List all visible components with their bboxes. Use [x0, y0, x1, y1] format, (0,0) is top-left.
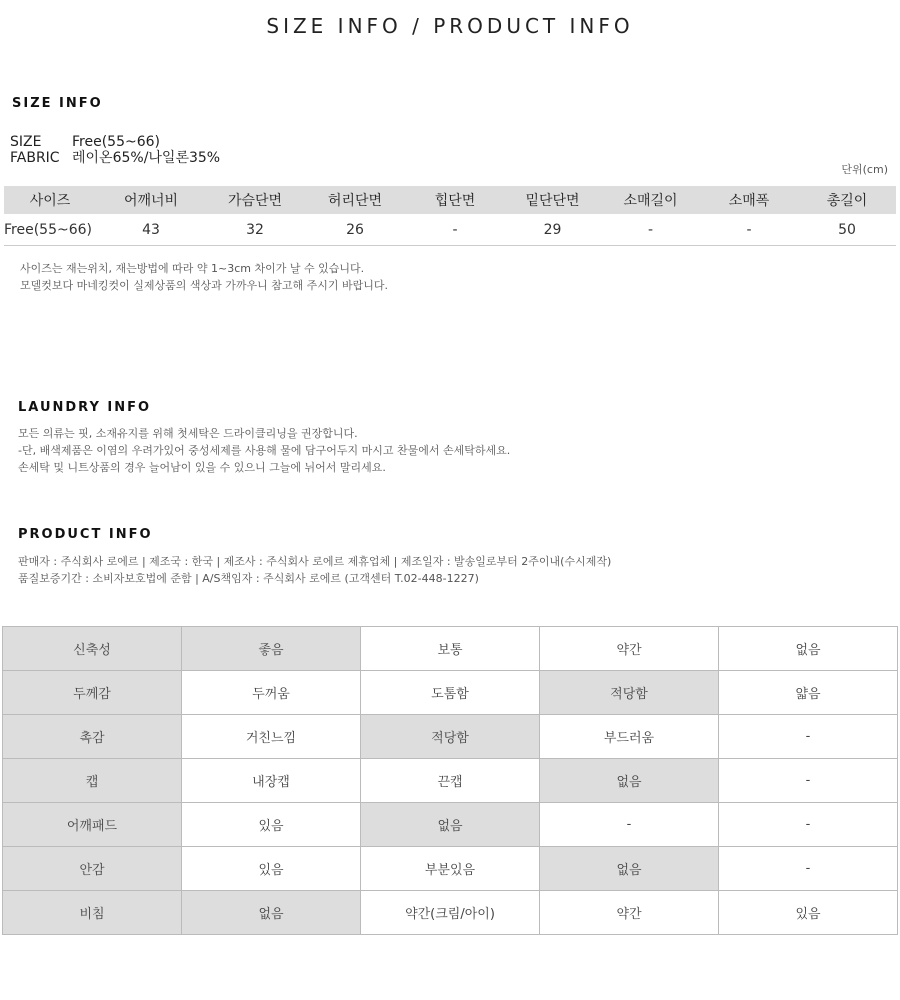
table-cell: Free(55~66) [4, 214, 96, 246]
product-line: 판매자 : 주식회사 로에르 | 제조국 : 한국 | 제조사 : 주식회사 로에르 제휴업체 | 제조일자 : 발송일로부터 2주이내(수시제작) [18, 555, 612, 568]
attribute-option-selected: 적당함 [540, 671, 719, 715]
laundry-line: 모든 의류는 핏, 소재유지를 위해 첫세탁은 드라이클리닝을 권장합니다. [18, 427, 358, 440]
attribute-option-selected: 좋음 [182, 627, 361, 671]
size-notes [20, 260, 388, 294]
attribute-option: 약간 [540, 627, 719, 671]
attribute-name: 촉감 [3, 715, 182, 759]
attribute-option: - [540, 803, 719, 847]
attribute-option-selected: 적당함 [361, 715, 540, 759]
table-cell: - [601, 214, 700, 246]
size-table-header-row [4, 186, 896, 214]
table-cell: 26 [304, 214, 406, 246]
note-line: 사이즈는 재는위치, 재는방법에 따라 약 1~3cm 차이가 날 수 있습니다. [20, 262, 365, 275]
attribute-option: 부드러움 [540, 715, 719, 759]
attribute-row [3, 847, 898, 891]
table-header-cell: 어깨너비 [96, 186, 206, 214]
attribute-option: 있음 [719, 891, 898, 935]
spec-label: FABRIC [10, 150, 60, 166]
product-notes [18, 553, 611, 587]
attribute-option: 도톰함 [361, 671, 540, 715]
spec-label: SIZE [10, 134, 42, 150]
attribute-option-selected: 없음 [540, 759, 719, 803]
table-cell: 32 [206, 214, 304, 246]
attribute-row [3, 891, 898, 935]
attribute-option: - [719, 803, 898, 847]
attribute-option: 있음 [182, 847, 361, 891]
attribute-name: 캡 [3, 759, 182, 803]
attribute-row [3, 627, 898, 671]
unit-label: 단위(cm) [841, 163, 888, 176]
table-header-cell: 허리단면 [304, 186, 406, 214]
table-row [4, 214, 896, 246]
attribute-row [3, 759, 898, 803]
table-header-cell: 총길이 [798, 186, 896, 214]
attribute-option: 없음 [719, 627, 898, 671]
table-header-cell: 사이즈 [4, 186, 96, 214]
note-line: 모델컷보다 마네킹컷이 실제상품의 색상과 가까우니 참고해 주시기 바랍니다. [20, 279, 389, 292]
attribute-name: 두께감 [3, 671, 182, 715]
spec-row-fabric [10, 150, 220, 166]
table-cell: 50 [798, 214, 896, 246]
attribute-option: 끈캡 [361, 759, 540, 803]
table-header-cell: 밑단단면 [504, 186, 601, 214]
attribute-option: 두꺼움 [182, 671, 361, 715]
attribute-option-selected: 없음 [361, 803, 540, 847]
laundry-line: 손세탁 및 니트상품의 경우 늘어남이 있을 수 있으니 그늘에 뉘어서 말리세요. [18, 461, 386, 474]
attribute-option: 약간 [540, 891, 719, 935]
spec-value: 레이온65%/나일론35% [72, 150, 221, 166]
attribute-option: 부분있음 [361, 847, 540, 891]
attribute-option: 내장캡 [182, 759, 361, 803]
attribute-name: 비침 [3, 891, 182, 935]
attribute-option: 약간(크림/아이) [361, 891, 540, 935]
spec-value: Free(55~66) [72, 134, 160, 150]
attribute-table [2, 626, 898, 935]
laundry-line: -단, 배색제품은 이염의 우려가있어 중성세제를 사용해 물에 담구어두지 마시고 찬물에서 손세탁하세요. [18, 444, 511, 457]
attribute-row [3, 803, 898, 847]
size-table [4, 186, 896, 246]
table-header-cell: 소매폭 [700, 186, 798, 214]
attribute-option: 보통 [361, 627, 540, 671]
table-cell: 43 [96, 214, 206, 246]
attribute-option-selected: 없음 [540, 847, 719, 891]
table-cell: 29 [504, 214, 601, 246]
page-title: SIZE INFO / PRODUCT INFO [266, 14, 634, 38]
table-cell: - [406, 214, 504, 246]
table-header-cell: 소매길이 [601, 186, 700, 214]
attribute-option-selected: 없음 [182, 891, 361, 935]
attribute-option: 거친느낌 [182, 715, 361, 759]
attribute-name: 신축성 [3, 627, 182, 671]
attribute-option: 있음 [182, 803, 361, 847]
table-cell: - [700, 214, 798, 246]
attribute-name: 어깨패드 [3, 803, 182, 847]
product-info-heading: PRODUCT INFO [18, 527, 153, 542]
attribute-option: - [719, 715, 898, 759]
table-header-cell: 힙단면 [406, 186, 504, 214]
size-info-heading: SIZE INFO [12, 96, 103, 111]
attribute-option: - [719, 759, 898, 803]
table-header-cell: 가슴단면 [206, 186, 304, 214]
spec-row-size [10, 134, 220, 150]
attribute-option: - [719, 847, 898, 891]
laundry-notes [18, 425, 510, 476]
spec-block [10, 134, 220, 166]
attribute-option: 얇음 [719, 671, 898, 715]
laundry-info-heading: LAUNDRY INFO [18, 400, 152, 415]
attribute-name: 안감 [3, 847, 182, 891]
attribute-row [3, 715, 898, 759]
attribute-row [3, 671, 898, 715]
product-line: 품질보증기간 : 소비자보호법에 준함 | A/S책임자 : 주식회사 로에르 (고객센터 T.02-448-1227) [18, 572, 479, 585]
